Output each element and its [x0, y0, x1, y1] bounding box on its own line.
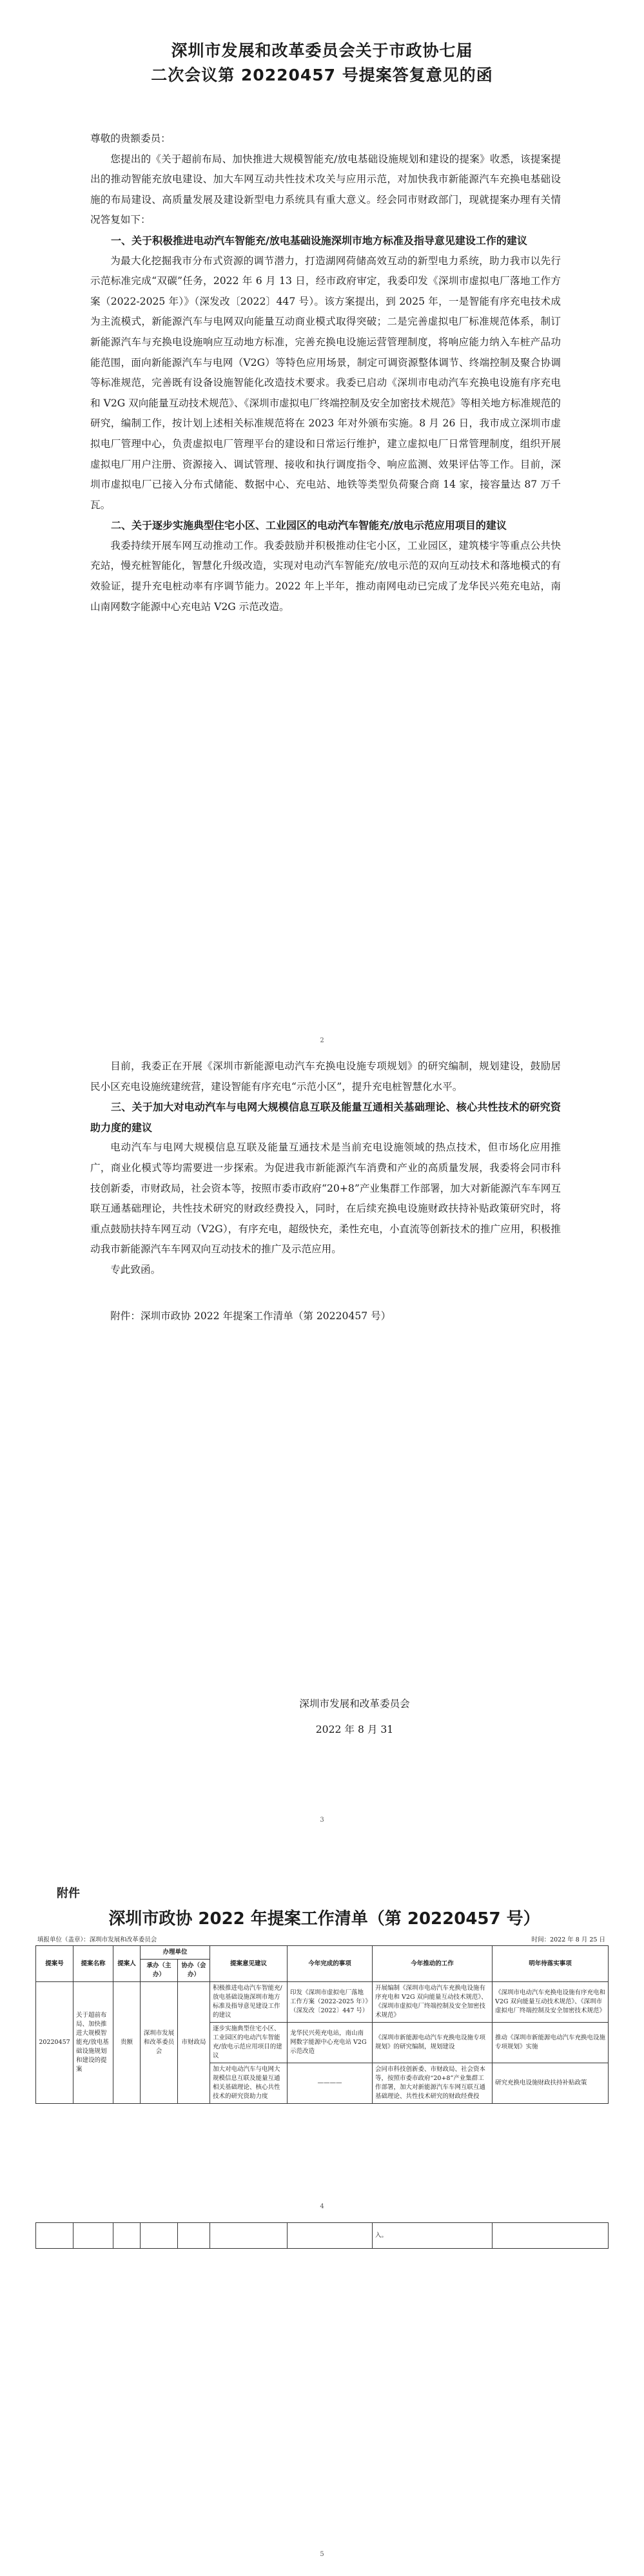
col-host: 承办（主办） — [141, 1960, 178, 1982]
cell-suggestion: 积极推进电动汽车智能充/放电基础设施深圳市地方标准及指导意见建设工作的建议 — [210, 1982, 288, 2023]
section-paragraph-2: 我委持续开展车网互动推动工作。我委鼓励并积极推动住宅小区，工业园区，建筑楼宇等重点公共快充站，慢充桩智能化，智慧化升级改造，实现对电动汽车智能充/放电示范的双向互动技术和落地模式的有效验证，提升充电桩动率有序调节能力。2022 年上半年，推动南网电动已完成了龙华民兴苑充电站，南山南网数字能源中心充电站 V2G 示范改造。 — [90, 539, 561, 613]
letter-body — [90, 129, 561, 617]
cell-suggestion: 加大对电动汽车与电网大规模信息互联及能量互通相关基础理论、核心共性技术的研究资助力度 — [210, 2063, 288, 2104]
cell-done: 龙华民兴苑充电站，南山南网数字能源中心充电站 V2G 示范改造 — [288, 2023, 373, 2063]
table-header-row — [36, 1946, 609, 1960]
col-topic: 提案名称 — [73, 1946, 113, 1982]
intro-paragraph: 您提出的《关于超前布局、加快推进大规模智能充/放电基础设施规划和建设的提案》收悉，该提案提出的推动智能充放电建设、加大车网互动共性技术攻关与应用示范，对加快我市新能源汽车充换电基础设施的布局建设、高质量发展及建设新型电力系统具有重大意义。经会同市财政部门，现就提案办理有关情况答复如下： — [90, 153, 561, 226]
cell-todo-continued: 入。 — [373, 2223, 493, 2249]
attachment-label: 附件 — [57, 1887, 80, 1900]
section-paragraph-2b: 目前，我委正在开展《深圳市新能源电动汽车充换电设施专项规划》的研究编制，规划建设，鼓励居民小区充电设施统建统营，建设智能有序充电“示范小区”，提升充电桩智慧化水平。 — [90, 1060, 561, 1092]
attachment-page — [0, 1829, 644, 2576]
attachment-title: 深圳市政协 2022 年提案工作清单（第 20220457 号） — [108, 1909, 540, 1929]
col-suggestion: 提案意见建议 — [210, 1946, 288, 1982]
col-done: 今年完成的事项 — [288, 1946, 373, 1982]
cell-proposer: 贵额 — [113, 1982, 141, 2104]
salutation: 尊敬的贵额委员： — [90, 133, 171, 144]
section-heading-3: 三、关于加大对电动汽车与电网大规模信息互联及能量互通相关基础理论、核心共性技术的研究资助力度的建议 — [90, 1101, 561, 1134]
cell-plan: 推动《深圳市新能源电动汽车充换电设施专项规划》实施 — [493, 2023, 609, 2063]
unit-label: 填报单位（盖章）：深圳市发展和改革委员会 — [37, 1936, 157, 1943]
section-heading-1: 一、关于积极推进电动汽车智能充/放电基础设施深圳市地方标准及指导意见建设工作的建议 — [111, 234, 527, 247]
letter-title: 深圳市发展和改革委员会关于市政协七届 二次会议第 20220457 号提案答复意见的函 — [151, 41, 493, 84]
cell-done: 印发《深圳市虚拟电厂落地工作方案（2022-2025 年）》（深发改〔2022〕447 号） — [288, 1982, 373, 2023]
letter-page-1 — [0, 0, 644, 1056]
cell-todo: 会同市科技创新委、市财政局、社会资本等，按照市委市政府“20+8”产业集群工作部署，加大对新能源汽车车网互联互通基础理论、共性技术研究的财政经费投 — [373, 2063, 493, 2104]
col-plan: 明年待落实事项 — [493, 1946, 609, 1982]
col-no: 提案号 — [36, 1946, 73, 1982]
sign-org: 深圳市发展和改革委员会 — [299, 1698, 410, 1710]
cell-plan: 《深圳市电动汽车充换电设施有序充电和 V2G 双向能量互动技术规范》、《深圳市虚拟电厂终端控制及安全加密技术规范》 — [493, 1982, 609, 2023]
proposal-table — [35, 1945, 609, 2104]
cell-host: 深圳市发展和改革委员会 — [141, 1982, 178, 2104]
col-todo: 今年推动的工作 — [373, 1946, 493, 1982]
table-row — [36, 1982, 609, 2023]
cell-co: 市财政局 — [178, 1982, 210, 2104]
sign-date: 2022 年 8 月 31 — [315, 1724, 394, 1735]
col-handler: 办理单位 — [141, 1946, 210, 1960]
section-paragraph-1: 为最大化挖掘我市分布式资源的调节潜力，打造湖网荷储高效互动的新型电力系统，助力我市以先行示范标准完成“双碳”任务，2022 年 6 月 13 日，经市政府审定，我委印发《深圳市虚拟电厂落地工作方案（2022-2025 年）》（深发改〔2022〕447 号）。该方案提出，到 2025 年，一是智能有序充电技术成为主流模式，新能源汽车与电网双向能量互动商业模式取得突破；二是完善虚拟电厂标准规范体系，制订新能源汽车与充换电设施响应互动地方标准，完善充换电设施运营管理制度，将响应能力纳入车桩产品功能范围，面向新能源汽车与电网（V2G）等特色应用场景，制定可调资源整体调节、终端控制及聚合协调等标准规范，完善既有设备设施智能化改造技术要求。我委已启动《深圳市电动汽车充换电设施有序充电和 V2G 双向能量互动技术规范》、《深圳市虚拟电厂终端控制及安全加密技术规范》等相关地方标准规范的研究，编制工作，按计划上述相关标准规范将在 2023 年对外颁布实施。8 月 26 日，我市成立深圳市虚拟电厂管理中心，负责虚拟电厂管理平台的建设和日常运行维护，建立虚拟电厂日常管理制度，组织开展虚拟电厂用户注册、资源接入、调试管理、接收和执行调度指令、响应监测、效果评估等工作。目前，深圳市虚拟电厂已接入分布式储能、数据中心、充电站、地铁等类型负荷聚合商 14 家，接容量达 87 万千瓦。 — [90, 254, 561, 511]
cell-todo: 《深圳市新能源电动汽车充换电设施专项规划》的研究编制，规划建设 — [373, 2023, 493, 2063]
letter-page-2 — [0, 1056, 644, 1829]
cell-suggestion: 逐步实施典型住宅小区、工业园区的电动汽车智能充/放电示范应用项目的建议 — [210, 2023, 288, 2063]
cell-plan: 研究充换电设施财政扶持补贴政策 — [493, 2063, 609, 2104]
cell-no: 20220457 — [36, 1982, 73, 2104]
cell-topic: 关于超前布局、加快推进大规模智能充/放电基础设施规划和建设的提案 — [73, 1982, 113, 2104]
date-label: 时间：2022 年 8 月 25 日 — [531, 1936, 605, 1943]
closing-line: 专此致函。 — [110, 1263, 161, 1275]
page-number: 5 — [320, 2551, 324, 2558]
cell-done: ———— — [288, 2063, 373, 2104]
section-paragraph-3: 电动汽车与电网大规模信息互联及能量互通技术是当前充电设施领域的热点技术，但市场化应用推广，商业化模式等均需要进一步探索。为促进我市新能源汽车消费和产业的高质量发展，我委将会同市科技创新委，市财政局，社会资本等，按照市委市政府“20+8”产业集群工作部署，加大对新能源汽车车网互联互通基础理论，共性技术研究的财政经费投入，同时，在后续充换电设施财政扶持补贴政策研究时，将重点鼓励扶持车网互动（V2G），有序充电，超级快充，柔性充电，小直流等创新技术的推广应用，积极推动我市新能源汽车车网双向互动技术的推广及示范应用。 — [90, 1141, 561, 1255]
cell-todo: 开展编制《深圳市电动汽车充换电设施有序充电和 V2G 双向能量互动技术规范》、《深圳市虚拟电厂终端控制及安全加密技术规范》 — [373, 1982, 493, 2023]
section-heading-2: 二、关于逐步实施典型住宅小区、工业园区的电动汽车智能充/放电示范应用项目的建议 — [111, 519, 507, 532]
signature-block — [193, 1691, 516, 1742]
col-co: 协办（会办） — [178, 1960, 210, 1982]
page-number: 4 — [320, 2203, 324, 2210]
col-proposer: 提案人 — [113, 1946, 141, 1982]
proposal-table-continued — [35, 2222, 609, 2249]
page-number: 3 — [320, 1817, 324, 1824]
page-number: 2 — [320, 1037, 324, 1044]
table-row — [36, 2223, 609, 2249]
letter-body-cont — [90, 1056, 561, 1326]
attachment-reference: 附件：深圳市政协 2022 年提案工作清单（第 20220457 号） — [110, 1310, 391, 1322]
